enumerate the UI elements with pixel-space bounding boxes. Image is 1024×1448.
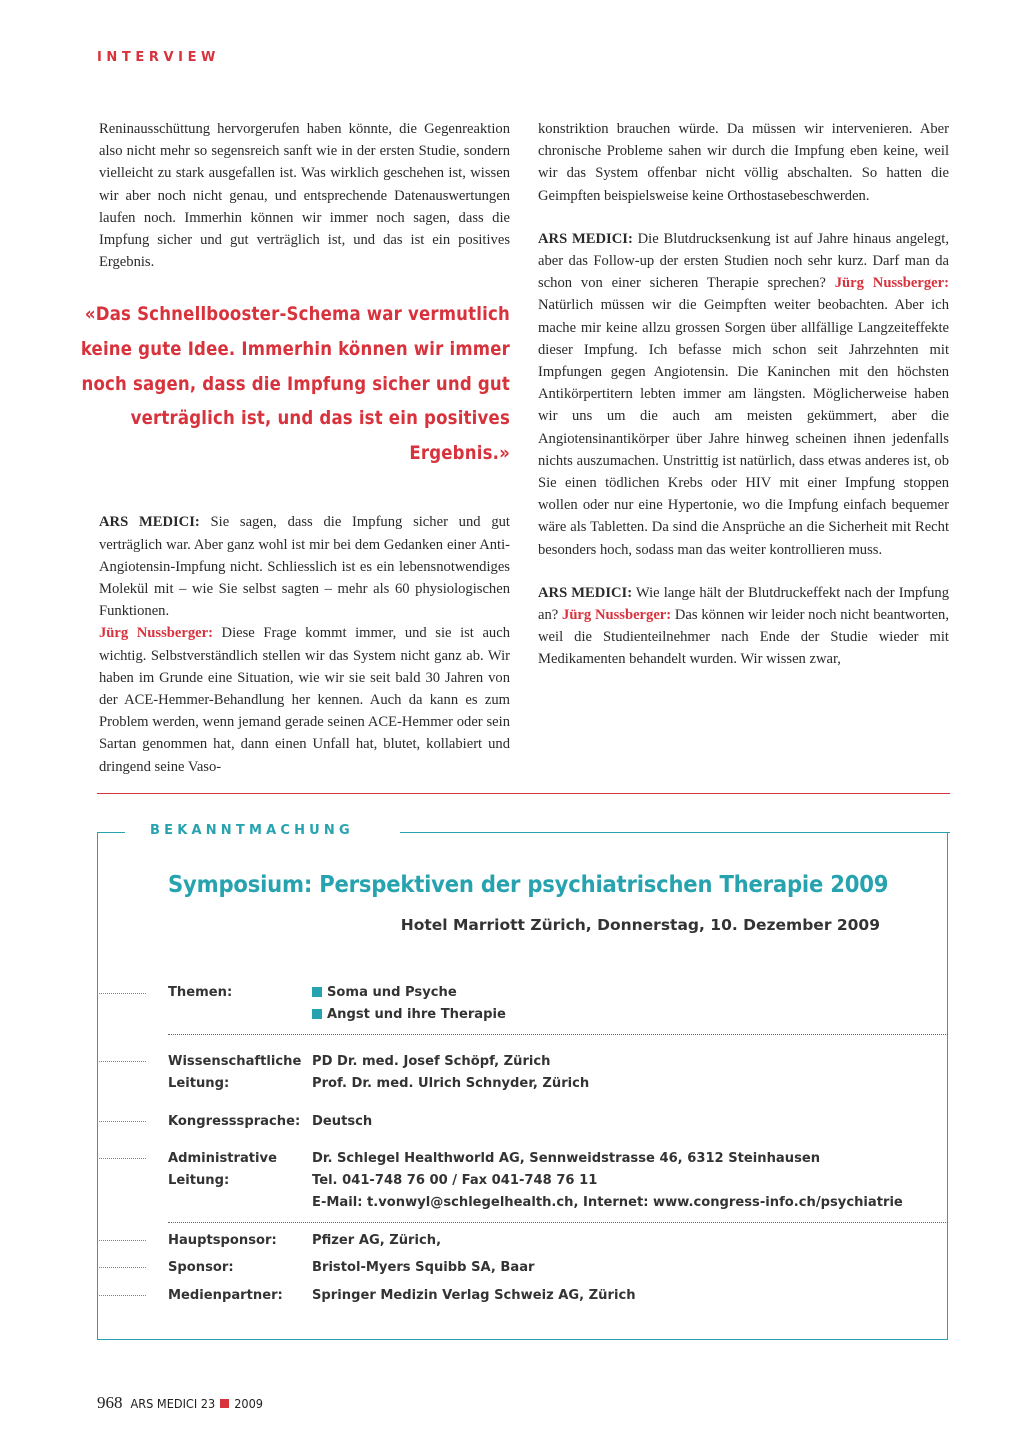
- row-value: Bristol-Myers Squibb SA, Baar: [312, 1260, 535, 1275]
- paragraph: Reninausschüttung hervorgerufen haben könnte, die Gegenreaktion also nicht mehr so segensreich sanft wie in der ersten Studie, sondern vielleicht zu stark ausgefallen ist. Was wirklich geschehen ist, wissen wir aber noch nicht genau, und entsprechende Datenauswertungen laufen noch. Immerhin können wir immer noch sagen, dass die Impfung sicher und gut verträglich ist, und das ist ein positives Ergebnis.: [99, 121, 510, 271]
- right-column: [538, 118, 949, 671]
- answer-text: Das können wir leider noch nicht beantworten, weil die Studienteilnehmer nach Ende der Studie wieder mit Medikamenten behandelt wurden. Wir wissen zwar,: [538, 607, 949, 668]
- dotted-tick: [99, 1061, 146, 1062]
- dotted-tick: [99, 993, 146, 994]
- section-label: INTERVIEW: [97, 50, 220, 65]
- pull-quote: [78, 298, 510, 472]
- divider-rule: [97, 793, 950, 794]
- row-label: Hauptsponsor:: [168, 1233, 277, 1248]
- question-paragraph: [538, 228, 949, 561]
- dotted-tick: [99, 1267, 146, 1268]
- row-label: Sponsor:: [168, 1260, 234, 1275]
- interviewer-label: ARS MEDICI:: [99, 514, 200, 531]
- dotted-tick: [99, 1158, 146, 1159]
- dotted-separator: [168, 1034, 948, 1035]
- page-number: 968: [97, 1393, 123, 1412]
- interviewee-label: Jürg Nussberger:: [99, 625, 213, 642]
- dotted-separator: [168, 1222, 948, 1223]
- row-value: Springer Medizin Verlag Schweiz AG, Zürich: [312, 1288, 636, 1303]
- interviewee-label: Jürg Nussberger:: [562, 607, 672, 624]
- question-text: Die Blutdrucksenkung ist auf Jahre hinaus angelegt, aber das Follow-up der ersten Studien noch sehr kurz. Darf man da schon von einer sicheren Therapie sprechen?: [538, 230, 950, 292]
- dotted-tick: [99, 1240, 146, 1241]
- row-label: Kongresssprache:: [168, 1114, 301, 1129]
- bullet-icon: [312, 987, 322, 997]
- row-label: Themen:: [168, 985, 233, 1000]
- question-paragraph: [99, 511, 510, 622]
- row-value: Pfizer AG, Zürich,: [312, 1233, 442, 1248]
- issue-year: 2009: [234, 1396, 264, 1411]
- interviewer-label: ARS MEDICI:: [538, 230, 633, 247]
- announcement-label: BEKANNTMACHUNG: [150, 823, 354, 838]
- row-label: Medienpartner:: [168, 1288, 283, 1303]
- announcement-subtitle: Hotel Marriott Zürich, Donnerstag, 10. Dezember 2009: [400, 916, 880, 934]
- dotted-tick: [99, 1295, 146, 1296]
- bullet-icon: [312, 1009, 322, 1019]
- row-value: Dr. Schlegel Healthworld AG, Sennweidstrasse 46, 6312 Steinhausen Tel. 041-748 76 00 / Fax 041-748 76 11 E-Mail: t.vonwyl@schlegelhealth.ch, Internet: www.congress-info.ch/psychiatrie: [312, 1151, 903, 1210]
- page-footer: [97, 1393, 263, 1413]
- box-top-border: [97, 832, 125, 833]
- box-top-border: [400, 832, 950, 833]
- row-value: Deutsch: [312, 1114, 373, 1129]
- pull-quote-text: «Das Schnellbooster-Schema war vermutlich keine gute Idee. Immerhin können wir immer noch sagen, dass die Impfung sicher und gut verträglich ist, und das ist ein positives Ergebnis.»: [80, 304, 510, 465]
- square-icon: [220, 1399, 229, 1408]
- theme-item: Angst und ihre Therapie: [327, 1007, 506, 1022]
- answer-text: Diese Frage kommt immer, und sie ist auch wichtig. Selbstverständlich stellen wir das System nicht ganz ab. Wir haben im Grunde eine Situation, wie wir sie seit bald 30 Jahren von der ACE-Hemmer-Behandlung her kennen. Auch da kann es zum Problem werden, wenn jemand gerade seinen ACE-Hemmer oder sein Sartan genommen hat, dann einen Unfall hat, blutet, kollabiert und dringend seine Vaso-: [99, 625, 510, 775]
- interviewee-label: Jürg Nussberger:: [834, 275, 949, 292]
- row-label: Administrative Leitung:: [168, 1151, 277, 1188]
- question-paragraph: [538, 582, 949, 671]
- journal-name: ARS MEDICI 23: [130, 1396, 216, 1411]
- row-value: [312, 982, 952, 1026]
- dotted-tick: [99, 1121, 146, 1122]
- interviewer-label: ARS MEDICI:: [538, 584, 633, 601]
- answer-paragraph: [99, 622, 510, 777]
- announcement-title: Symposium: Perspektiven der psychiatrischen Therapie 2009: [168, 870, 889, 898]
- answer-text: Natürlich müssen wir die Geimpften weiter beobachten. Aber ich mache mir keine allzu grossen Sorgen über allfällige Langzeiteffekte dieser Impfung. Ich befasse mich schon seit Jahrzehnten mit Impfungen gegen Angiotensin. Die Kaninchen mit den höchsten Antikörpertitern lebten immer am längsten. Möglicherweise haben wir uns um die auch am meisten gekümmert, aber die Angiotensinantikörper über Jahre hinweg scheinen ihnen jedenfalls nichts auszumachen. Unstrittig ist natürlich, dass etwas anderes ist, ob Sie einen tödlichen Krebs oder HIV mit einer Impfung stoppen wollen oder nur eine Hypertonie, wo die Impfung einfach bequemer wäre als Tabletten. Da sind die Ansprüche an die Sicherheit mit Recht besonders hoch, sodass man das weiter kontrollieren muss.: [538, 297, 949, 558]
- theme-item: Soma und Psyche: [327, 985, 457, 1000]
- row-label: Wissenschaftliche Leitung:: [168, 1054, 302, 1091]
- question-text: Wie lange hält der Blutdruckeffekt nach der Impfung an?: [538, 584, 949, 624]
- question-text: Sie sagen, dass die Impfung sicher und gut verträglich war. Aber ganz wohl ist mir bei dem Gedanken einer Anti-Angiotensin-Impfung nicht. Schliesslich ist es ein lebensnotwendiges Molekül mit – wie Sie selbst sagten – mehr als 60 physiologischen Funktionen.: [99, 514, 510, 620]
- paragraph: konstriktion brauchen würde. Da müssen wir intervenieren. Aber chronische Probleme sahen wir durch die Impfung eben keine, weil wir das System offenbar nicht völlig abschalten. So hatten die Geimpften beispielsweise keine Orthostasebeschwerden.: [538, 121, 949, 204]
- row-value: PD Dr. med. Josef Schöpf, Zürich Prof. Dr. med. Ulrich Schnyder, Zürich: [312, 1054, 590, 1091]
